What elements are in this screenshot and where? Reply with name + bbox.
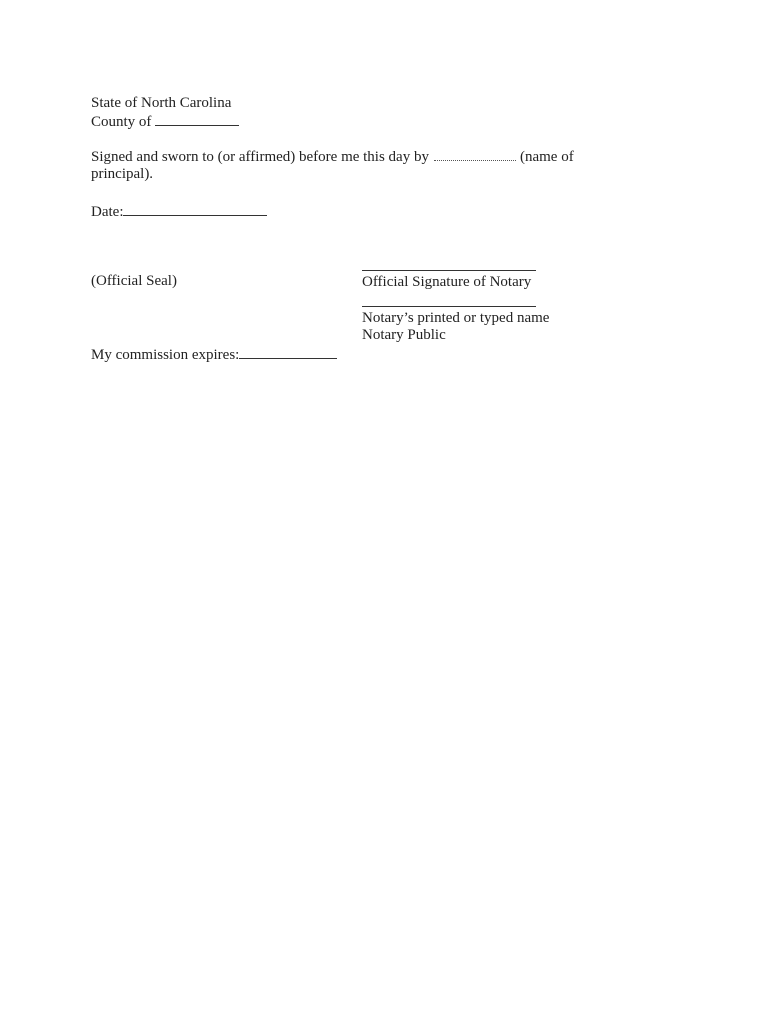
principal-name-blank-field[interactable] [434, 147, 516, 161]
county-label: County of [91, 114, 152, 130]
official-seal-label: (Official Seal) [91, 273, 177, 289]
acknowledgment-suffix: (name of [519, 149, 574, 165]
date-line [91, 202, 267, 221]
notary-signature-line[interactable] [362, 270, 536, 271]
county-blank-field[interactable] [155, 112, 239, 126]
date-label: Date: [91, 204, 124, 220]
notary-title: Notary Public [362, 327, 446, 343]
notary-printed-name-line[interactable] [362, 306, 536, 307]
notary-printed-name-caption: Notary’s printed or typed name [362, 310, 550, 326]
notary-printed-name-caption-line [362, 309, 549, 327]
commission-label: My commission expires: [91, 347, 240, 363]
date-blank-field[interactable] [123, 202, 267, 216]
county-line [91, 112, 239, 131]
acknowledgment-text: Signed and sworn to (or affirmed) before me this day by [91, 149, 429, 165]
acknowledgment-line-2 [91, 165, 153, 183]
commission-line [91, 345, 337, 364]
notary-signature-caption: Official Signature of Notary [362, 274, 532, 290]
notary-title-line [362, 326, 446, 344]
commission-expires-blank-field[interactable] [239, 345, 337, 359]
state-line [91, 94, 231, 112]
acknowledgment-line-1 [91, 147, 574, 166]
state-text: State of North Carolina [91, 95, 232, 111]
acknowledgment-continuation: principal). [91, 166, 154, 182]
official-seal-line [91, 272, 177, 290]
notary-signature-caption-line [362, 273, 531, 291]
